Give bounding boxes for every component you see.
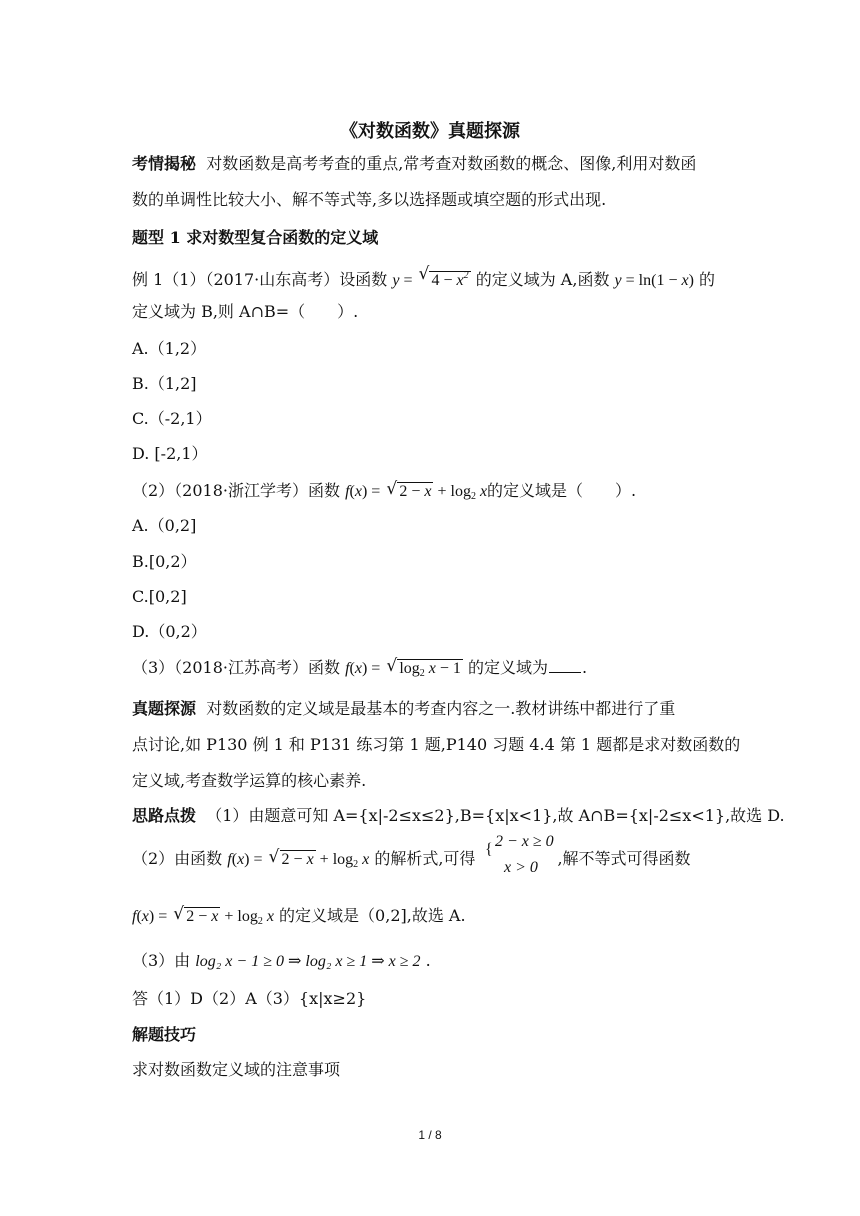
kaoqing-line1	[132, 152, 696, 176]
silu-line1: 思路点拨 （1）由题意可知 A={x|-2≤x≤2},B={x|x<1},故 A∩B={x|-2≤x<1},故选 D.	[132, 806, 785, 825]
tips-heading: 解题技巧	[132, 1025, 197, 1044]
ex2-option-d: D.（0,2）	[132, 622, 207, 641]
ex3-prefix: （3）（2018·江苏高考）函数	[132, 658, 346, 677]
ex1-option-d: D. [-2,1）	[132, 444, 208, 463]
zhenti-label: 真题探源	[132, 699, 197, 718]
example1-line2: 定义域为 B,则 A∩B=（ ）.	[132, 302, 359, 321]
silu-line4: （3）由 log₂ x − 1 ≥ 0 ⇒ log₂ x ≥ 1 ⇒ x ≥ 2 .	[132, 951, 431, 970]
sqrt-2-minus-x: √ 2 − x	[386, 479, 432, 500]
page-number: 1 / 8	[418, 1128, 442, 1142]
ex1-option-c: C.（-2,1）	[132, 409, 212, 428]
section-heading-1: 题型 1 求对数型复合函数的定义域	[132, 228, 379, 247]
math-y-sqrt: y	[392, 272, 400, 289]
ex1-mid: 的定义域为 A,函数	[470, 270, 615, 289]
zhenti-line2: 点讨论,如 P130 例 1 和 P131 练习第 1 题,P140 习题 4.4 第 1 题都是求对数函数的	[132, 735, 741, 754]
ex1-option-b: B.（1,2]	[132, 374, 197, 393]
ex1-option-a: A.（1,2）	[132, 339, 207, 358]
kaoqing-text1: 对数函数是高考考查的重点,常考查对数函数的概念、图像,利用对数函	[206, 154, 697, 173]
inequality-1: 2 − x ≥ 0	[495, 833, 554, 850]
answer-blank	[549, 658, 581, 673]
ex2-option-a: A.（0,2]	[132, 516, 197, 535]
zhenti-line1: 真题探源 对数函数的定义域是最基本的考查内容之一.教材讲练中都进行了重	[132, 699, 676, 718]
ex2-suffix: 的定义域是（ ）.	[487, 481, 637, 500]
example3-line: （3）（2018·江苏高考）函数 f(x) = √ $\log_2 x - 1$ 的定义域为 .	[132, 656, 587, 686]
ex1-suffix: 的	[693, 270, 715, 289]
ex1-prefix: 例 1（1）（2017·山东高考）设函数	[132, 270, 393, 289]
document-page: 《对数函数》真题探源 考情揭秘 对数函数是高考考查的重点,常考查对数函数的概念、图像,利用对数函 数的单调性比较大小、解不等式等,多以选择题或填空题的形式出现. 题型 1 求对数型复合函数的定义域 例 1（1）（2017·山东高考）设函数 y = √ $4 - x^2$ 的定义域为 A,函数 y = ln(1 − x) 的 定义域为 B,则 A∩B=（ ）. A.（1,2） B.（1,2] C.（-2,1） D. [-2,1） （2）（2018·浙江学考）函数 f(x) = √ $2 - x + \log_2 x$的定义域是（ ）. A.（0,2] B.[0,2） C.[0,2] D.（0,2） （3）（2018·江苏高考）函数 f(x) = √ $\log_2 x - 1$ 的定义域为 . 真题探源 对数函数的定义域是最基本的考查内容之一.教材讲练中都进行了重 点讨论,如 P130 例 1 和 P131 练习第 1 题,P140 习题 4.4 第 1 题都是求对数函数的 定义域,考查数学运算的核心素养. 思路点拨 （1）由题意可知 A={x|-2≤x≤2},B={x|x<1},故 A∩B={x|-2≤x<1},故选 D. （2）由函数 f(x) = √ $2 - x + \log_2 x$ 的解析式,可得 ,解不等式可得函数 { 2 − x ≥ 0 x > 0 f(x) = √ $2 - x + \log_2 x$ 的定义域是（0,2],故选 A. （3）由 log₂ x − 1 ≥ 0 ⇒ log₂ x ≥ 1 ⇒ x ≥ 2 . 答（1）D（2）A（3）{x|x≥2} 解题技巧 求对数函数定义域的注意事项 1 / 8	[0, 0, 860, 1216]
inequality-2: x > 0	[504, 859, 538, 876]
log-derivation: log₂ x − 1 ≥ 0 ⇒ log₂ x ≥ 1 ⇒ x ≥ 2	[195, 953, 421, 970]
silu-line2: （2）由函数 f(x) = √ $2 - x + \log_2 x$ 的解析式,可得 ,解不等式可得函数	[132, 847, 691, 870]
ex2-option-b: B.[0,2）	[132, 552, 197, 571]
kaoqing-line2: 数的单调性比较大小、解不等式等,多以选择题或填空题的形式出现.	[132, 190, 607, 209]
page-title: 《对数函数》真题探源	[340, 121, 520, 142]
sqrt-4-minus-x2: √ $4 - x^2$	[418, 264, 469, 289]
kaoqing-label: 考情揭秘	[132, 154, 197, 173]
ex2-option-c: C.[0,2]	[132, 587, 187, 606]
ex3-suffix: 的定义域为	[462, 658, 549, 677]
sqrt-log2x-minus-1: √ $\log_2 x - 1$	[386, 656, 461, 679]
answer-line: 答（1）D（2）A（3）{x|x≥2}	[132, 989, 367, 1008]
silu-line3: f(x) = √ $2 - x + \log_2 x$ 的定义域是（0,2],故选 A.	[132, 904, 466, 927]
zhenti-line3: 定义域,考查数学运算的核心素养.	[132, 771, 367, 790]
tips-line: 求对数函数定义域的注意事项	[132, 1060, 341, 1079]
ex2-prefix: （2）（2018·浙江学考）函数	[132, 481, 346, 500]
silu-label: 思路点拨	[132, 806, 197, 825]
example1-line1: 例 1（1）（2017·山东高考）设函数 y = √ $4 - x^2$ 的定义域为 A,函数 y = ln(1 − x) 的	[132, 264, 715, 293]
example2-line: （2）（2018·浙江学考）函数 f(x) = √ $2 - x + \log_2 x$的定义域是（ ）.	[132, 479, 637, 502]
